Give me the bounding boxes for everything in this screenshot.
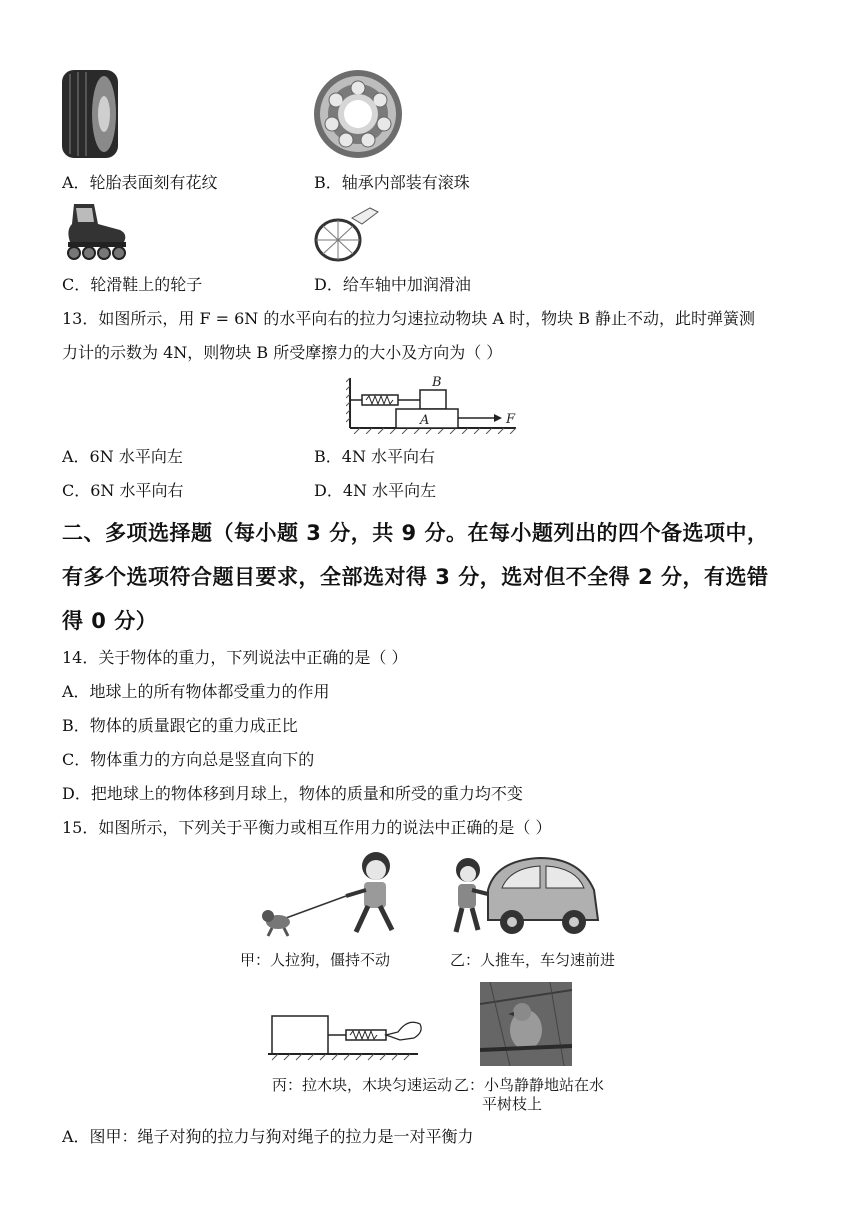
bird-on-branch-photo (480, 982, 572, 1066)
section2-heading-line1: 二、多项选择题（每小题 3 分，共 9 分。在每小题列出的四个备选项中， (62, 521, 769, 545)
q13-option-b: B．4N 水平向右 (314, 447, 436, 466)
block-b-label: B (432, 375, 442, 390)
boy-walking-dog-image (258, 848, 408, 940)
boy-pushing-car-image (450, 850, 602, 938)
tire-image (60, 68, 120, 160)
q13-stem-line1: 13．如图所示，用 F = 6N 的水平向右的拉力匀速拉动物块 A 时，物块 B 静止不动，此时弹簧测 (62, 309, 756, 328)
q15-option-a: A．图甲：绳子对狗的拉力与狗对绳子的拉力是一对平衡力 (62, 1127, 474, 1146)
roller-skate-image (60, 200, 132, 262)
caption-ding-line1: 乙：小鸟静静地站在水 (454, 1076, 605, 1094)
q12-option-c: C．轮滑鞋上的轮子 (62, 275, 203, 294)
bicycle-wheel-oil-image (312, 204, 382, 264)
caption-jia: 甲：人拉狗，僵持不动 (240, 951, 391, 969)
caption-yi: 乙：人推车，车匀速前进 (450, 951, 616, 969)
caption-bing: 丙：拉木块，木块匀速运动 (272, 1076, 453, 1094)
bearing-image (312, 68, 404, 160)
q13-stem-line2: 力计的示数为 4N，则物块 B 所受摩擦力的大小及方向为（ ） (62, 343, 503, 362)
pulling-block-image (268, 1010, 428, 1064)
block-a-label: A (420, 413, 430, 428)
q14-option-d: D．把地球上的物体移到月球上，物体的质量和所受的重力均不变 (62, 784, 523, 803)
section2-heading-line3: 得 0 分） (62, 609, 158, 633)
q12-option-a: A．轮胎表面刻有花纹 (62, 173, 218, 192)
section2-heading-line2: 有多个选项符合题目要求，全部选对得 3 分，选对但不全得 2 分，有选错 (62, 565, 769, 589)
q14-stem: 14．关于物体的重力，下列说法中正确的是（ ） (62, 648, 408, 667)
q13-option-a: A．6N 水平向左 (62, 447, 183, 466)
q14-option-b: B．物体的质量跟它的重力成正比 (62, 716, 298, 735)
force-f-label: F (506, 412, 516, 427)
caption-ding-line2: 平树枝上 (482, 1095, 543, 1113)
q14-option-c: C．物体重力的方向总是竖直向下的 (62, 750, 315, 769)
q14-option-a: A．地球上的所有物体都受重力的作用 (62, 682, 330, 701)
q12-option-b: B．轴承内部装有滚珠 (314, 173, 470, 192)
q12-option-d: D．给车轴中加润滑油 (314, 275, 471, 294)
q13-option-d: D．4N 水平向左 (314, 481, 437, 500)
q13-spring-figure (346, 370, 518, 434)
q13-option-c: C．6N 水平向右 (62, 481, 184, 500)
q15-stem: 15．如图所示，下列关于平衡力或相互作用力的说法中正确的是（ ） (62, 818, 552, 837)
